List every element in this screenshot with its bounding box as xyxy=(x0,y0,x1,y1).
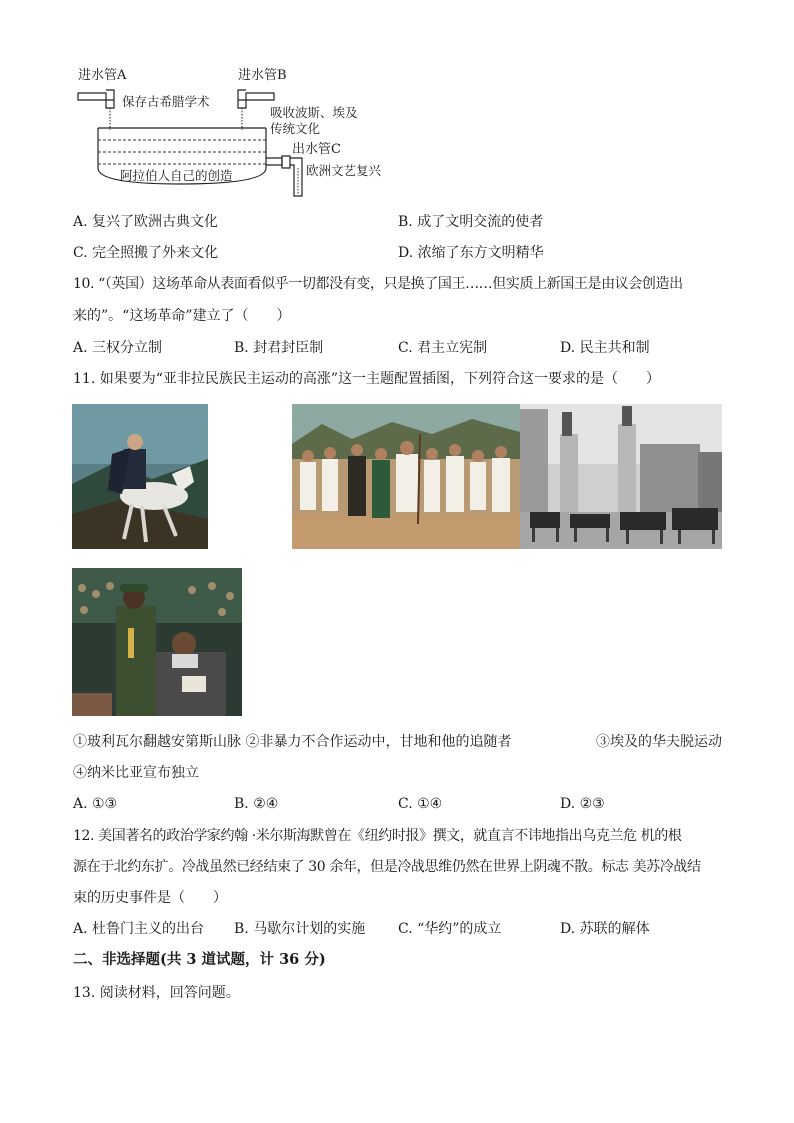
q11-caption-item3: ③埃及的华夫脱运动 xyxy=(596,734,722,750)
water-tank-diagram xyxy=(70,60,400,200)
pipe-a-label: 进水管A xyxy=(78,68,127,83)
q10-option-c: C. 君主立宪制 xyxy=(398,340,488,356)
q12-stem-line2: 源在于北约东扩。冷战虽然已经结束了 30 余年，但是冷战思维仍然在世界上阴魂不散。标志 美苏冷战结 xyxy=(73,859,701,875)
pipe-a-caption: 保存古希腊学术 xyxy=(122,94,210,109)
pipe-c-caption: 欧洲文艺复兴 xyxy=(306,163,382,178)
q12-option-a: A. 杜鲁门主义的出台 xyxy=(73,921,205,937)
q11-stem: 11. 如果要为“亚非拉民族民主运动的高涨”这一主题配置插图，下列符合这一要求的是（ ） xyxy=(73,371,661,387)
tank-bottom-caption: 阿拉伯人自己的创造 xyxy=(120,168,233,183)
namibia-independence-image xyxy=(72,568,242,716)
q11-option-b: B. ②④ xyxy=(234,796,279,812)
pipe-b-caption-line1: 吸收波斯、埃及 xyxy=(270,105,358,120)
wafd-movement-image xyxy=(520,404,722,549)
q10-option-a: A. 三权分立制 xyxy=(73,340,163,356)
q11-option-c: C. ①④ xyxy=(398,796,443,812)
q13-stem: 13. 阅读材料，回答问题。 xyxy=(73,985,240,1001)
q9-option-a: A. 复兴了欧洲古典文化 xyxy=(73,214,219,230)
q10-stem-line1: 10. “（英国）这场革命从表面看似乎一切都没有变，只是换了国王……但实质上新国王是由议会创造出 xyxy=(73,276,683,292)
q9-option-d: D. 浓缩了东方文明精华 xyxy=(398,245,544,261)
gandhi-march-image xyxy=(292,404,520,549)
q12-option-c: C. “华约”的成立 xyxy=(398,921,502,937)
q12-option-d: D. 苏联的解体 xyxy=(560,921,650,937)
q9-option-c: C. 完全照搬了外来文化 xyxy=(73,245,219,261)
q11-option-a: A. ①③ xyxy=(73,796,118,812)
pipe-c-label: 出水管C xyxy=(292,142,341,157)
section-heading: 二、非选择题(共 3 道试题，计 36 分) xyxy=(73,951,326,968)
q12-option-b: B. 马歇尔计划的实施 xyxy=(234,921,366,937)
pipe-b-caption-line2: 传统文化 xyxy=(270,121,321,136)
q9-option-b: B. 成了文明交流的使者 xyxy=(398,214,544,230)
q10-stem-line2: 来的”。“这场革命”建立了（ ） xyxy=(73,308,291,324)
q11-option-d: D. ②③ xyxy=(560,796,605,812)
bolivar-painting-image xyxy=(72,404,208,549)
q11-caption-item4: ④纳米比亚宣布独立 xyxy=(73,765,199,781)
pipe-b-label: 进水管B xyxy=(238,68,287,83)
q11-caption-line1: ①玻利瓦尔翻越安第斯山脉 ②非暴力不合作运动中，甘地和他的追随者 xyxy=(73,734,512,750)
q12-stem-line3: 束的历史事件是（ ） xyxy=(73,890,227,906)
q10-option-d: D. 民主共和制 xyxy=(560,340,650,356)
q12-stem-line1: 12. 美国著名的政治学家约翰 ·米尔斯海默曾在《纽约时报》撰文，就直言不讳地指出乌克兰危 机的根 xyxy=(73,828,682,844)
q10-option-b: B. 封君封臣制 xyxy=(234,340,324,356)
